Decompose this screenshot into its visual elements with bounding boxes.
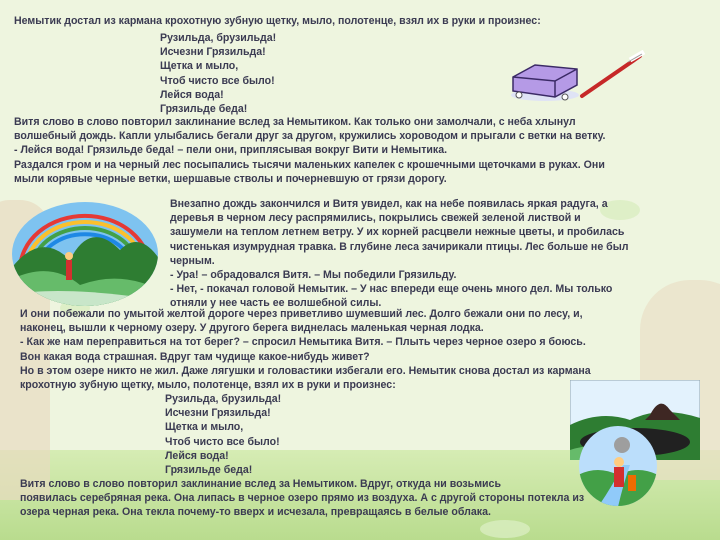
- intro-line: Немытик достал из кармана крохотную зубную щетку, мыло, полотенце, взял их в руки и произнес:: [14, 15, 541, 27]
- text-line: чистенькая изумрудная травка. В глубине леса зачирикали птицы. Лес больше не был: [170, 240, 629, 253]
- leaf-decoration: [480, 520, 530, 538]
- spell-verse-1: [160, 31, 276, 116]
- text-line: И они побежали по умытой желтой дороге через приветливо шумевший лес. Долго бежали они по лесу, и,: [20, 308, 583, 320]
- spell-line: Лейся вода!: [160, 88, 224, 101]
- text-line: крохотную зубную щетку, мыло, полотенце, взял их в руки и произнес:: [20, 379, 396, 392]
- text-line: мыли корявые черные ветки, шершавые стволы и почерневшую от грязи дорогу.: [14, 172, 447, 185]
- text-line: - Ура! – обрадовался Витя. – Мы победили Грязильду.: [170, 269, 457, 282]
- text-line: Витя слово в слово повторил заклинание вслед за Немытиком. Вдруг, откуда ни возьмись: [20, 478, 501, 490]
- text-line: - Лейся вода! Грязильде беда! – пели они, приплясывая вокруг Вити и Немытика.: [14, 144, 448, 157]
- spell-line: Чтоб чисто все было!: [165, 435, 280, 448]
- spell-line: Грязильде беда!: [165, 464, 253, 477]
- paragraph-1: [14, 115, 605, 186]
- text-line: - Нет, - покачал головой Немытик. – У нас впереди еще очень много дел. Мы только: [170, 283, 613, 296]
- spell-line: Исчезни Грязильда!: [160, 46, 266, 59]
- spell-line: Рузильда, брузильда!: [160, 32, 277, 44]
- spell-line: Лейся вода!: [165, 449, 229, 462]
- paragraph-2: [170, 197, 628, 311]
- paragraph-4: [20, 477, 584, 520]
- text-line: Витя слово в слово повторил заклинание вслед за Немытиком. Как только они замолчали, с неба хлынул: [14, 116, 576, 128]
- spell-verse-2: [165, 392, 281, 477]
- spell-line: Рузильда, брузильда!: [165, 393, 282, 405]
- spell-line: Щетка и мыло,: [160, 60, 239, 73]
- text-line: деревья в черном лесу распрямились, покрылись свежей зеленой листвой и: [170, 212, 581, 225]
- toothbrush-illustration: [578, 50, 648, 100]
- text-line: черным.: [170, 254, 215, 267]
- soap-illustration: [505, 55, 585, 105]
- boy-at-river-illustration: [578, 425, 658, 507]
- text-line: Но в этом озере никто не жил. Даже лягушки и головастики избегали его. Немытик снова достал из кармана: [20, 364, 591, 377]
- text-line: - Как же нам переправиться на тот берег? – спросил Немытика Витя. – Плыть через черное озеро я боюсь.: [20, 336, 586, 349]
- text-line: волшебный дождь. Капли улыбались бегали друг за другом, кружились хороводом и прыгали с ветки на ветку.: [14, 130, 606, 143]
- paragraph-3: [20, 307, 591, 392]
- text-line: зашумели на теплом летнем ветру. У их корней расцвели нежные цветы, и пробилась: [170, 226, 625, 239]
- text-line: озера черная река. Она текла почему-то вверх и исчезала, превращаясь в белые облака.: [20, 506, 491, 519]
- spell-line: Щетка и мыло,: [165, 421, 244, 434]
- text-line: Раздался гром и на черный лес посыпались тысячи маленьких капелек с крошечными щеточками в руках. Они: [14, 158, 605, 171]
- text-line: появилась серебряная река. Она липась в черное озеро прямо из воздуха. А с другой стороны потекла из: [20, 492, 585, 505]
- spell-line: Чтоб чисто все было!: [160, 74, 275, 87]
- text-line: Внезапно дождь закончился и Витя увидел, как на небе появилась яркая радуга, а: [170, 198, 608, 210]
- spell-line: Грязильде беда!: [160, 103, 248, 116]
- text-line: Вон какая вода страшная. Вдруг там чудище какое-нибудь живет?: [20, 350, 370, 363]
- rainbow-forest-illustration: [10, 200, 160, 308]
- spell-line: Исчезни Грязильда!: [165, 407, 271, 420]
- text-line: наконец, вышли к черному озеру. У другого берега виднелась маленькая черная лодка.: [20, 322, 484, 335]
- text-line: отняли у нее часть ее волшебной силы.: [170, 297, 382, 310]
